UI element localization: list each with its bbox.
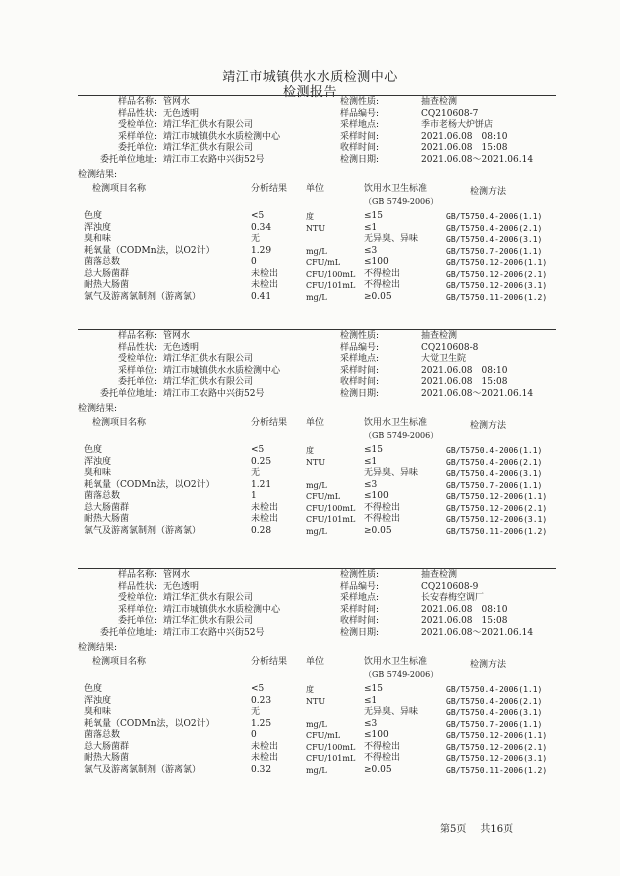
table-row bbox=[0, 730, 620, 742]
unit-value: 度 bbox=[306, 685, 314, 694]
test-method: GB/T5750.4-2006(3.1) bbox=[446, 708, 543, 717]
header-result: 分析结果 bbox=[251, 184, 288, 194]
sampling-unit-label: 采样单位: bbox=[117, 604, 157, 615]
test-method: GB/T5750.7-2006(1.1) bbox=[446, 246, 543, 256]
sampling-unit-label: 采样单位: bbox=[117, 131, 157, 142]
table-row bbox=[0, 514, 620, 526]
result-value: 0.34 bbox=[251, 222, 272, 233]
test-method: GB/T5750.4-2006(2.1) bbox=[446, 223, 543, 233]
standard-limit: 无异臭、异味 bbox=[364, 234, 419, 244]
report-org-title: 靖江市城镇供水水质检测中心 bbox=[222, 70, 398, 85]
standard-limit: 不得检出 bbox=[364, 741, 401, 752]
item-name: 耗氧量（CODMn法，以O2计） bbox=[84, 245, 215, 256]
test-nature-label: 检测性质: bbox=[340, 331, 380, 341]
standard-limit: ≤3 bbox=[364, 245, 378, 256]
sample-name-value: 管网水 bbox=[163, 97, 191, 107]
unit-value: CFU/100mL bbox=[306, 269, 356, 279]
item-name: 耗氧量（CODMn法，以O2计） bbox=[84, 718, 215, 729]
test-method: GB/T5750.4-2006(1.1) bbox=[446, 212, 543, 221]
sampling-time-label: 采样时间: bbox=[340, 604, 380, 615]
entrust-addr-value: 靖江市工农路中兴街52号 bbox=[163, 388, 265, 399]
unit-value: CFU/101mL bbox=[306, 515, 356, 524]
table-row bbox=[0, 503, 620, 515]
item-name: 浑浊度 bbox=[84, 222, 112, 233]
unit-value: NTU bbox=[306, 696, 326, 706]
sampling-unit-label: 采样单位: bbox=[117, 365, 157, 376]
client-unit-value: 靖江华汇供水有限公司 bbox=[163, 120, 254, 130]
entrust-addr-value: 靖江市工农路中兴街52号 bbox=[163, 154, 265, 165]
item-name: 氯气及游离氯制剂（游离氯） bbox=[84, 525, 202, 536]
result-value: 未检出 bbox=[251, 741, 279, 752]
test-method: GB/T5750.11-2006(1.2) bbox=[446, 526, 548, 536]
standard-limit: 不得检出 bbox=[364, 268, 401, 279]
table-row bbox=[0, 211, 620, 223]
results-label: 检测结果: bbox=[78, 404, 118, 414]
result-value: 未检出 bbox=[251, 502, 279, 513]
sampling-place-label: 采样地点: bbox=[340, 354, 380, 364]
unit-value: mg/L bbox=[306, 526, 327, 536]
result-value: 0 bbox=[251, 257, 257, 267]
header-unit: 单位 bbox=[306, 184, 325, 194]
standard-limit: 无异臭、异味 bbox=[364, 468, 419, 478]
receive-time-value: 2021.06.08 15:08 bbox=[421, 377, 508, 387]
entrust-addr-label: 委托单位地址: bbox=[99, 154, 157, 165]
unit-value: CFU/mL bbox=[306, 731, 341, 740]
item-name: 浑浊度 bbox=[84, 456, 112, 467]
unit-value: CFU/101mL bbox=[306, 281, 356, 290]
header-unit: 单位 bbox=[306, 418, 325, 428]
sampling-place-value: 季市老杨大炉饼店 bbox=[421, 120, 494, 130]
result-value: 无 bbox=[251, 234, 261, 244]
standard-limit: ≤100 bbox=[364, 491, 389, 501]
unit-value: mg/L bbox=[306, 765, 327, 775]
table-row bbox=[0, 280, 620, 292]
test-nature-value: 抽查检测 bbox=[421, 97, 458, 107]
sample-name-label: 样品名称: bbox=[117, 331, 157, 341]
standard-limit: ≤3 bbox=[364, 479, 378, 490]
unit-value: NTU bbox=[306, 457, 326, 467]
sampling-unit-value: 靖江市城镇供水水质检测中心 bbox=[163, 131, 281, 142]
header-method: 检测方法 bbox=[470, 421, 507, 431]
item-name: 氯气及游离氯制剂（游离氯） bbox=[84, 764, 202, 775]
test-method: GB/T5750.4-2006(2.1) bbox=[446, 696, 543, 706]
receive-time-label: 收样时间: bbox=[340, 616, 380, 626]
unit-value: CFU/100mL bbox=[306, 503, 356, 513]
item-name: 浑浊度 bbox=[84, 695, 112, 706]
test-method: GB/T5750.4-2006(3.1) bbox=[446, 469, 543, 478]
result-value: 0.23 bbox=[251, 695, 272, 706]
standard-limit: 不得检出 bbox=[364, 502, 401, 513]
standard-limit: 不得检出 bbox=[364, 280, 401, 290]
entrust-addr-value: 靖江市工农路中兴街52号 bbox=[163, 627, 265, 638]
standard-limit: ≥0.05 bbox=[364, 525, 392, 536]
table-row bbox=[0, 684, 620, 696]
header-result: 分析结果 bbox=[251, 418, 288, 428]
item-name: 总大肠菌群 bbox=[84, 268, 130, 279]
header-standard-code: （GB 5749-2006） bbox=[364, 431, 439, 440]
test-method: GB/T5750.12-2006(1.1) bbox=[446, 258, 548, 267]
result-value: 无 bbox=[251, 707, 261, 717]
header-method: 检测方法 bbox=[470, 187, 507, 197]
test-nature-label: 检测性质: bbox=[340, 570, 380, 580]
test-method: GB/T5750.12-2006(3.1) bbox=[446, 515, 548, 524]
results-label: 检测结果: bbox=[78, 170, 118, 180]
table-row bbox=[0, 753, 620, 765]
test-method: GB/T5750.12-2006(3.1) bbox=[446, 281, 548, 290]
client-unit-value: 靖江华汇供水有限公司 bbox=[163, 354, 254, 364]
page-footer bbox=[440, 820, 513, 835]
sampling-time-value: 2021.06.08 08:10 bbox=[421, 365, 508, 376]
entrust-unit-value: 靖江华汇供水有限公司 bbox=[163, 377, 254, 387]
unit-value: 度 bbox=[306, 212, 314, 221]
results-label: 检测结果: bbox=[78, 643, 118, 653]
standard-limit: ≤15 bbox=[364, 445, 383, 455]
item-name: 耐热大肠菌 bbox=[84, 514, 130, 524]
result-value: 未检出 bbox=[251, 280, 279, 290]
sample-state-label: 样品性状: bbox=[117, 108, 157, 119]
test-method: GB/T5750.4-2006(2.1) bbox=[446, 457, 543, 467]
test-method: GB/T5750.4-2006(1.1) bbox=[446, 685, 543, 694]
test-method: GB/T5750.11-2006(1.2) bbox=[446, 765, 548, 775]
sampling-unit-value: 靖江市城镇供水水质检测中心 bbox=[163, 365, 281, 376]
table-row bbox=[0, 257, 620, 269]
page-number: 第5页 bbox=[440, 824, 467, 835]
standard-limit: ≤100 bbox=[364, 257, 389, 267]
sample-state-value: 无色透明 bbox=[163, 342, 200, 353]
unit-value: CFU/101mL bbox=[306, 754, 356, 763]
item-name: 色度 bbox=[84, 445, 103, 455]
sample-name-label: 样品名称: bbox=[117, 97, 157, 107]
sample-state-label: 样品性状: bbox=[117, 581, 157, 592]
sampling-time-label: 采样时间: bbox=[340, 365, 380, 376]
result-value: 1.29 bbox=[251, 245, 272, 256]
standard-limit: 不得检出 bbox=[364, 514, 401, 524]
entrust-addr-label: 委托单位地址: bbox=[99, 388, 157, 399]
unit-value: CFU/mL bbox=[306, 492, 341, 501]
receive-time-value: 2021.06.08 15:08 bbox=[421, 616, 508, 626]
sampling-unit-value: 靖江市城镇供水水质检测中心 bbox=[163, 604, 281, 615]
sample-no-value: CQ210608-9 bbox=[421, 581, 479, 592]
result-value: 1.21 bbox=[251, 479, 272, 490]
test-method: GB/T5750.4-2006(3.1) bbox=[446, 235, 543, 244]
entrust-unit-value: 靖江华汇供水有限公司 bbox=[163, 143, 254, 153]
result-value: <5 bbox=[251, 684, 265, 694]
unit-value: mg/L bbox=[306, 719, 327, 729]
standard-limit: ≤100 bbox=[364, 730, 389, 740]
test-method: GB/T5750.4-2006(1.1) bbox=[446, 446, 543, 455]
item-name: 耐热大肠菌 bbox=[84, 753, 130, 763]
section-divider bbox=[78, 568, 556, 569]
test-nature-value: 抽查检测 bbox=[421, 570, 458, 580]
result-value: <5 bbox=[251, 445, 265, 455]
sampling-time-value: 2021.06.08 08:10 bbox=[421, 604, 508, 615]
result-value: 无 bbox=[251, 468, 261, 478]
table-row bbox=[0, 223, 620, 235]
sample-no-label: 样品编号: bbox=[340, 581, 380, 592]
standard-limit: ≤1 bbox=[364, 695, 378, 706]
standard-limit: ≤15 bbox=[364, 211, 383, 221]
sample-state-value: 无色透明 bbox=[163, 581, 200, 592]
header-standard-code: （GB 5749-2006） bbox=[364, 197, 439, 206]
unit-value: mg/L bbox=[306, 292, 327, 302]
item-name: 总大肠菌群 bbox=[84, 502, 130, 513]
header-item: 检测项目名称 bbox=[92, 184, 147, 194]
item-name: 臭和味 bbox=[84, 234, 112, 244]
header-item: 检测项目名称 bbox=[92, 418, 147, 428]
table-row bbox=[0, 292, 620, 304]
sample-name-label: 样品名称: bbox=[117, 570, 157, 580]
item-name: 色度 bbox=[84, 684, 103, 694]
client-unit-value: 靖江华汇供水有限公司 bbox=[163, 593, 254, 603]
sample-no-label: 样品编号: bbox=[340, 342, 380, 353]
result-value: 未检出 bbox=[251, 268, 279, 279]
client-unit-label: 受检单位: bbox=[117, 593, 157, 603]
result-value: 1 bbox=[251, 491, 257, 501]
sample-no-label: 样品编号: bbox=[340, 108, 380, 119]
header-item: 检测项目名称 bbox=[92, 657, 147, 667]
test-method: GB/T5750.12-2006(1.1) bbox=[446, 492, 548, 501]
standard-limit: 无异臭、异味 bbox=[364, 707, 419, 717]
table-row bbox=[0, 269, 620, 281]
header-result: 分析结果 bbox=[251, 657, 288, 667]
sample-state-label: 样品性状: bbox=[117, 342, 157, 353]
sampling-time-value: 2021.06.08 08:10 bbox=[421, 131, 508, 142]
table-row bbox=[0, 480, 620, 492]
test-nature-label: 检测性质: bbox=[340, 97, 380, 107]
table-row bbox=[0, 457, 620, 469]
sample-name-value: 管网水 bbox=[163, 331, 191, 341]
header-standard: 饮用水卫生标准 bbox=[364, 657, 428, 667]
table-row bbox=[0, 765, 620, 777]
test-method: GB/T5750.12-2006(2.1) bbox=[446, 269, 548, 279]
receive-time-label: 收样时间: bbox=[340, 377, 380, 387]
standard-limit: ≤3 bbox=[364, 718, 378, 729]
sampling-place-label: 采样地点: bbox=[340, 120, 380, 130]
result-value: 未检出 bbox=[251, 753, 279, 763]
client-unit-label: 受检单位: bbox=[117, 120, 157, 130]
standard-limit: ≥0.05 bbox=[364, 764, 392, 775]
entrust-unit-label: 委托单位: bbox=[117, 616, 157, 626]
report-title: 检测报告 bbox=[282, 85, 337, 100]
item-name: 总大肠菌群 bbox=[84, 741, 130, 752]
item-name: 菌落总数 bbox=[84, 491, 121, 501]
header-standard-code: （GB 5749-2006） bbox=[364, 670, 439, 679]
entrust-unit-label: 委托单位: bbox=[117, 143, 157, 153]
result-value: 1.25 bbox=[251, 718, 272, 729]
table-row bbox=[0, 468, 620, 480]
table-row bbox=[0, 234, 620, 246]
sampling-place-label: 采样地点: bbox=[340, 593, 380, 603]
test-method: GB/T5750.11-2006(1.2) bbox=[446, 292, 548, 302]
table-row bbox=[0, 491, 620, 503]
item-name: 臭和味 bbox=[84, 707, 112, 717]
item-name: 菌落总数 bbox=[84, 257, 121, 267]
header-standard: 饮用水卫生标准 bbox=[364, 418, 428, 428]
entrust-unit-value: 靖江华汇供水有限公司 bbox=[163, 616, 254, 626]
test-method: GB/T5750.12-2006(1.1) bbox=[446, 731, 548, 740]
sample-name-value: 管网水 bbox=[163, 570, 191, 580]
sampling-place-value: 长安春梅空调厂 bbox=[421, 593, 485, 603]
entrust-addr-label: 委托单位地址: bbox=[99, 627, 157, 638]
test-date-value: 2021.06.08～2021.06.14 bbox=[421, 154, 534, 165]
table-row bbox=[0, 707, 620, 719]
test-method: GB/T5750.12-2006(3.1) bbox=[446, 754, 548, 763]
test-date-value: 2021.06.08～2021.06.14 bbox=[421, 388, 534, 399]
test-date-value: 2021.06.08～2021.06.14 bbox=[421, 627, 534, 638]
unit-value: 度 bbox=[306, 446, 314, 455]
sample-no-value: CQ210608-8 bbox=[421, 342, 479, 353]
test-date-label: 检测日期: bbox=[340, 627, 380, 638]
header-unit: 单位 bbox=[306, 657, 325, 667]
unit-value: mg/L bbox=[306, 246, 327, 256]
item-name: 氯气及游离氯制剂（游离氯） bbox=[84, 291, 202, 302]
item-name: 色度 bbox=[84, 211, 103, 221]
item-name: 菌落总数 bbox=[84, 730, 121, 740]
entrust-unit-label: 委托单位: bbox=[117, 377, 157, 387]
sampling-time-label: 采样时间: bbox=[340, 131, 380, 142]
standard-limit: ≤15 bbox=[364, 684, 383, 694]
result-value: 未检出 bbox=[251, 514, 279, 524]
unit-value: CFU/mL bbox=[306, 258, 341, 267]
page-total: 共16页 bbox=[480, 824, 514, 835]
table-row bbox=[0, 742, 620, 754]
standard-limit: ≤1 bbox=[364, 222, 378, 233]
test-method: GB/T5750.12-2006(2.1) bbox=[446, 742, 548, 752]
item-name: 耗氧量（CODMn法，以O2计） bbox=[84, 479, 215, 490]
header-method: 检测方法 bbox=[470, 660, 507, 670]
receive-time-value: 2021.06.08 15:08 bbox=[421, 143, 508, 153]
test-nature-value: 抽查检测 bbox=[421, 331, 458, 341]
item-name: 耐热大肠菌 bbox=[84, 280, 130, 290]
receive-time-label: 收样时间: bbox=[340, 143, 380, 153]
standard-limit: ≤1 bbox=[364, 456, 378, 467]
test-date-label: 检测日期: bbox=[340, 154, 380, 165]
section-divider bbox=[78, 329, 556, 330]
result-value: 0.32 bbox=[251, 764, 272, 775]
test-method: GB/T5750.12-2006(2.1) bbox=[446, 503, 548, 513]
standard-limit: 不得检出 bbox=[364, 753, 401, 763]
result-value: 0 bbox=[251, 730, 257, 740]
table-row bbox=[0, 526, 620, 538]
unit-value: mg/L bbox=[306, 480, 327, 490]
test-method: GB/T5750.7-2006(1.1) bbox=[446, 719, 543, 729]
unit-value: NTU bbox=[306, 223, 326, 233]
table-row bbox=[0, 719, 620, 731]
header-standard: 饮用水卫生标准 bbox=[364, 184, 428, 194]
result-value: <5 bbox=[251, 211, 265, 221]
sample-no-value: CQ210608-7 bbox=[421, 108, 479, 119]
result-value: 0.25 bbox=[251, 456, 272, 467]
table-row bbox=[0, 696, 620, 708]
item-name: 臭和味 bbox=[84, 468, 112, 478]
standard-limit: ≥0.05 bbox=[364, 291, 392, 302]
test-method: GB/T5750.7-2006(1.1) bbox=[446, 480, 543, 490]
section-divider bbox=[78, 95, 556, 96]
unit-value: CFU/100mL bbox=[306, 742, 356, 752]
result-value: 0.28 bbox=[251, 525, 272, 536]
result-value: 0.41 bbox=[251, 291, 272, 302]
test-date-label: 检测日期: bbox=[340, 388, 380, 399]
client-unit-label: 受检单位: bbox=[117, 354, 157, 364]
table-row bbox=[0, 445, 620, 457]
table-row bbox=[0, 246, 620, 258]
sample-state-value: 无色透明 bbox=[163, 108, 200, 119]
sampling-place-value: 大觉卫生院 bbox=[421, 354, 467, 364]
